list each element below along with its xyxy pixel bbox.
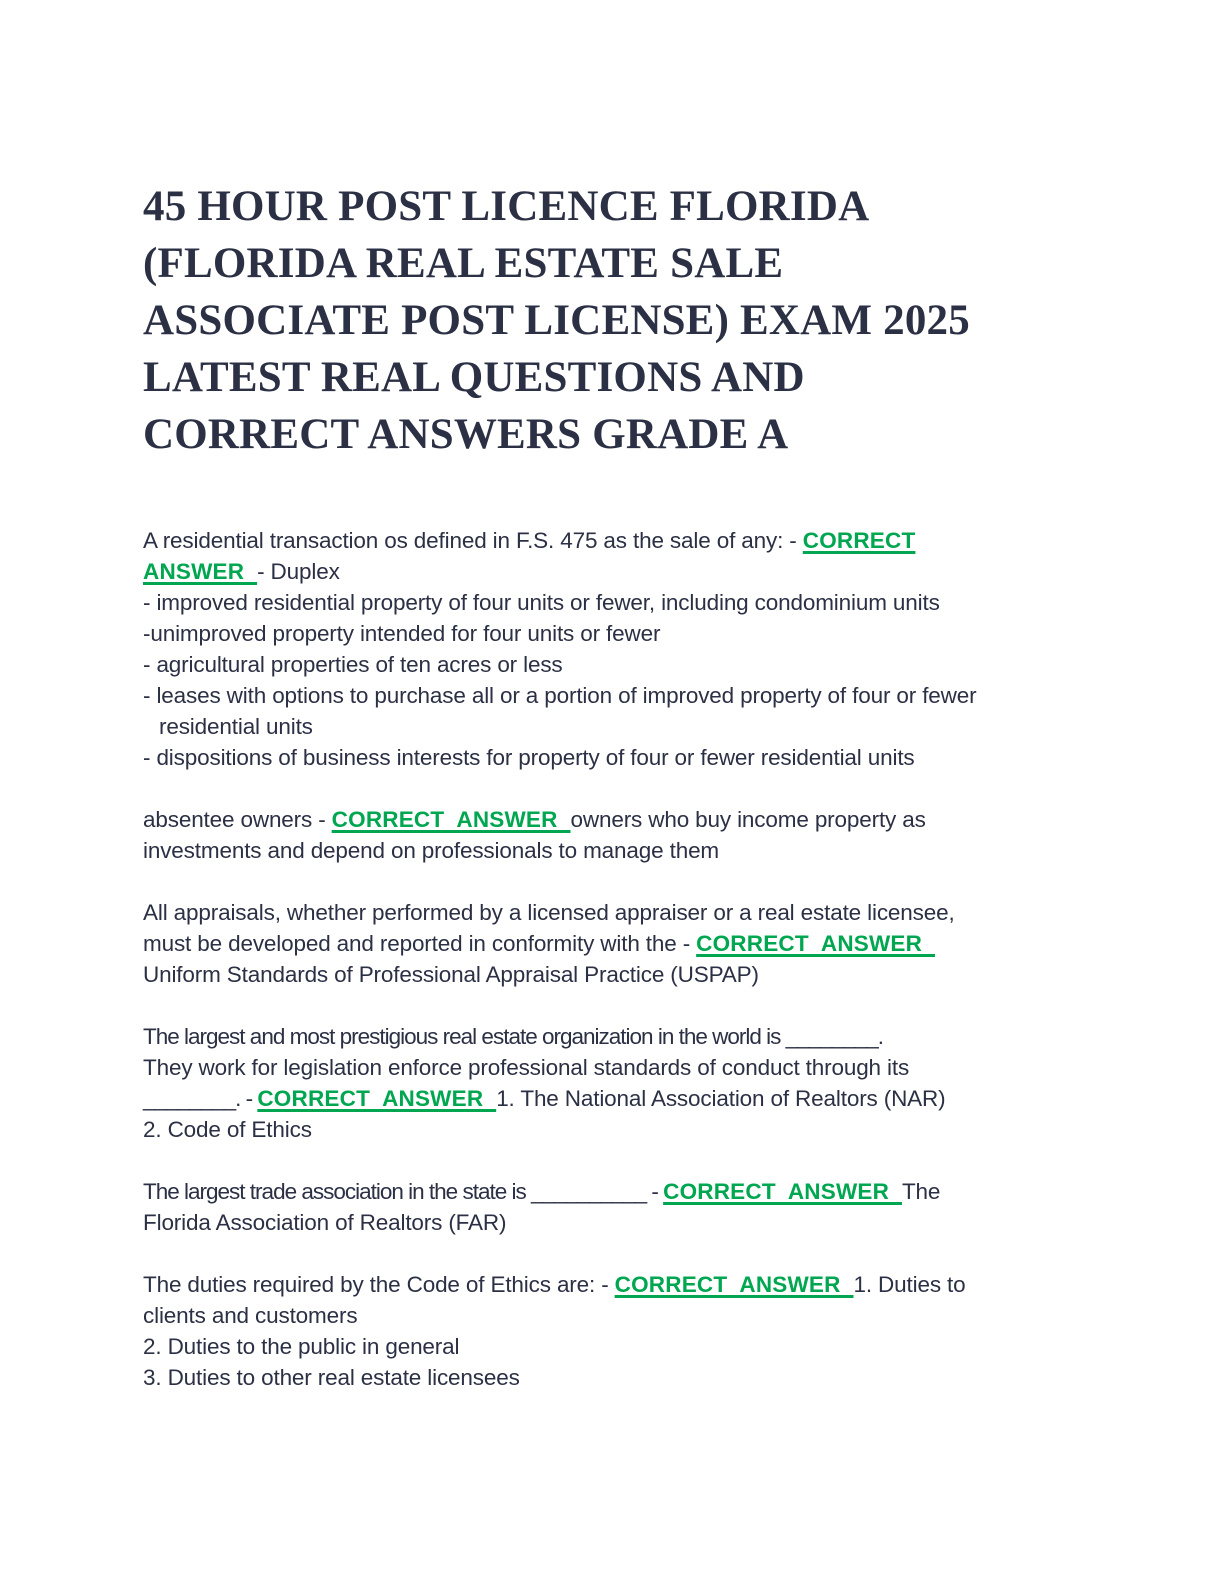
title-line-4: LATEST REAL QUESTIONS AND (143, 354, 805, 401)
correct-answer-marker: CORRECT ANSWER (663, 1179, 902, 1204)
answer-lead-text: - Duplex (257, 559, 340, 584)
qa-answer-1-line-2: -unimproved property intended for four units or fewer (143, 621, 661, 646)
qa-answer-1-lead (143, 556, 1055, 587)
question-blank: ________. - (143, 1086, 258, 1111)
correct-answer-marker: CORRECT ANSWER (696, 931, 935, 956)
paragraph-gap (143, 773, 1055, 804)
qa-answer-4-line-2: 2. Code of Ethics (143, 1117, 312, 1142)
answer-text: 1. Duties to (853, 1272, 966, 1297)
qa-body (143, 525, 1055, 1393)
qa-question-1 (143, 525, 1055, 556)
qa-item-4 (143, 1021, 1055, 1145)
correct-answer-marker: CORRECT ANSWER (257, 1086, 497, 1111)
title-line-3: ASSOCIATE POST LICENSE) EXAM 2025 (143, 297, 970, 344)
qa-answer-1-line-6: - dispositions of business interests for property of four or fewer residential units (143, 745, 915, 770)
question-text: must be developed and reported in conformity with the - (143, 931, 697, 956)
question-text: The largest trade association in the state is __________ - (143, 1179, 664, 1204)
qa-question-3-line-1: All appraisals, whether performed by a licensed appraiser or a real estate licensee, (143, 900, 955, 925)
question-text: The duties required by the Code of Ethics are: - (143, 1272, 615, 1297)
qa-question-4-line-1: The largest and most prestigious real estate organization in the world is ________. (143, 1024, 883, 1049)
qa-item-1 (143, 525, 1055, 773)
qa-answer-1-line-3: - agricultural properties of ten acres or less (143, 652, 563, 677)
title-line-2: (FLORIDA REAL ESTATE SALE (143, 240, 784, 287)
qa-answer-5-line-2: Florida Association of Realtors (FAR) (143, 1210, 507, 1235)
qa-answer-3-line-1: Uniform Standards of Professional Appraisal Practice (USPAP) (143, 962, 759, 987)
title-line-1: 45 HOUR POST LICENCE FLORIDA (143, 183, 870, 230)
correct-answer-marker: CORRECT ANSWER (614, 1272, 854, 1297)
paragraph-gap (143, 866, 1055, 897)
qa-answer-2-line-2: investments and depend on professionals to manage them (143, 838, 720, 863)
answer-text: owners who buy income property as (570, 807, 926, 832)
qa-answer-6-line-3: 2. Duties to the public in general (143, 1334, 460, 1359)
qa-question-6 (143, 1269, 1055, 1300)
qa-item-3 (143, 897, 1055, 990)
qa-answer-1-line-1: - improved residential property of four units or fewer, including condominium units (143, 590, 940, 615)
question-text: absentee owners - (143, 807, 332, 832)
correct-answer-marker: CORRECT ANSWER (331, 807, 571, 832)
title-line-5: CORRECT ANSWERS GRADE A (143, 411, 789, 458)
qa-question-4-line-3 (143, 1083, 1055, 1114)
qa-question-2 (143, 804, 1055, 835)
page-title (143, 178, 1043, 463)
qa-item-5 (143, 1176, 1055, 1238)
qa-answer-6-line-2: clients and customers (143, 1303, 358, 1328)
qa-question-5 (143, 1176, 1055, 1207)
correct-answer-marker: CORRECT (802, 528, 916, 553)
answer-text: 1. The National Association of Realtors (NAR) (496, 1086, 946, 1111)
qa-item-6 (143, 1269, 1055, 1393)
paragraph-gap (143, 990, 1055, 1021)
paragraph-gap (143, 1145, 1055, 1176)
question-text: A residential transaction os defined in F.S. 475 as the sale of any: - (143, 528, 803, 553)
correct-answer-marker-cont: ANSWER (143, 559, 258, 584)
qa-answer-6-line-4: 3. Duties to other real estate licensees (143, 1365, 520, 1390)
paragraph-gap (143, 1238, 1055, 1269)
qa-item-2 (143, 804, 1055, 866)
qa-answer-1-line-4: - leases with options to purchase all or a portion of improved property of four or fewer (143, 683, 977, 708)
qa-question-3-line-2 (143, 928, 1055, 959)
document-content (143, 178, 1055, 1393)
qa-answer-1-line-5: residential units (159, 714, 313, 739)
qa-question-4-line-2: They work for legislation enforce professional standards of conduct through its (143, 1055, 910, 1080)
answer-text: The (901, 1179, 941, 1204)
